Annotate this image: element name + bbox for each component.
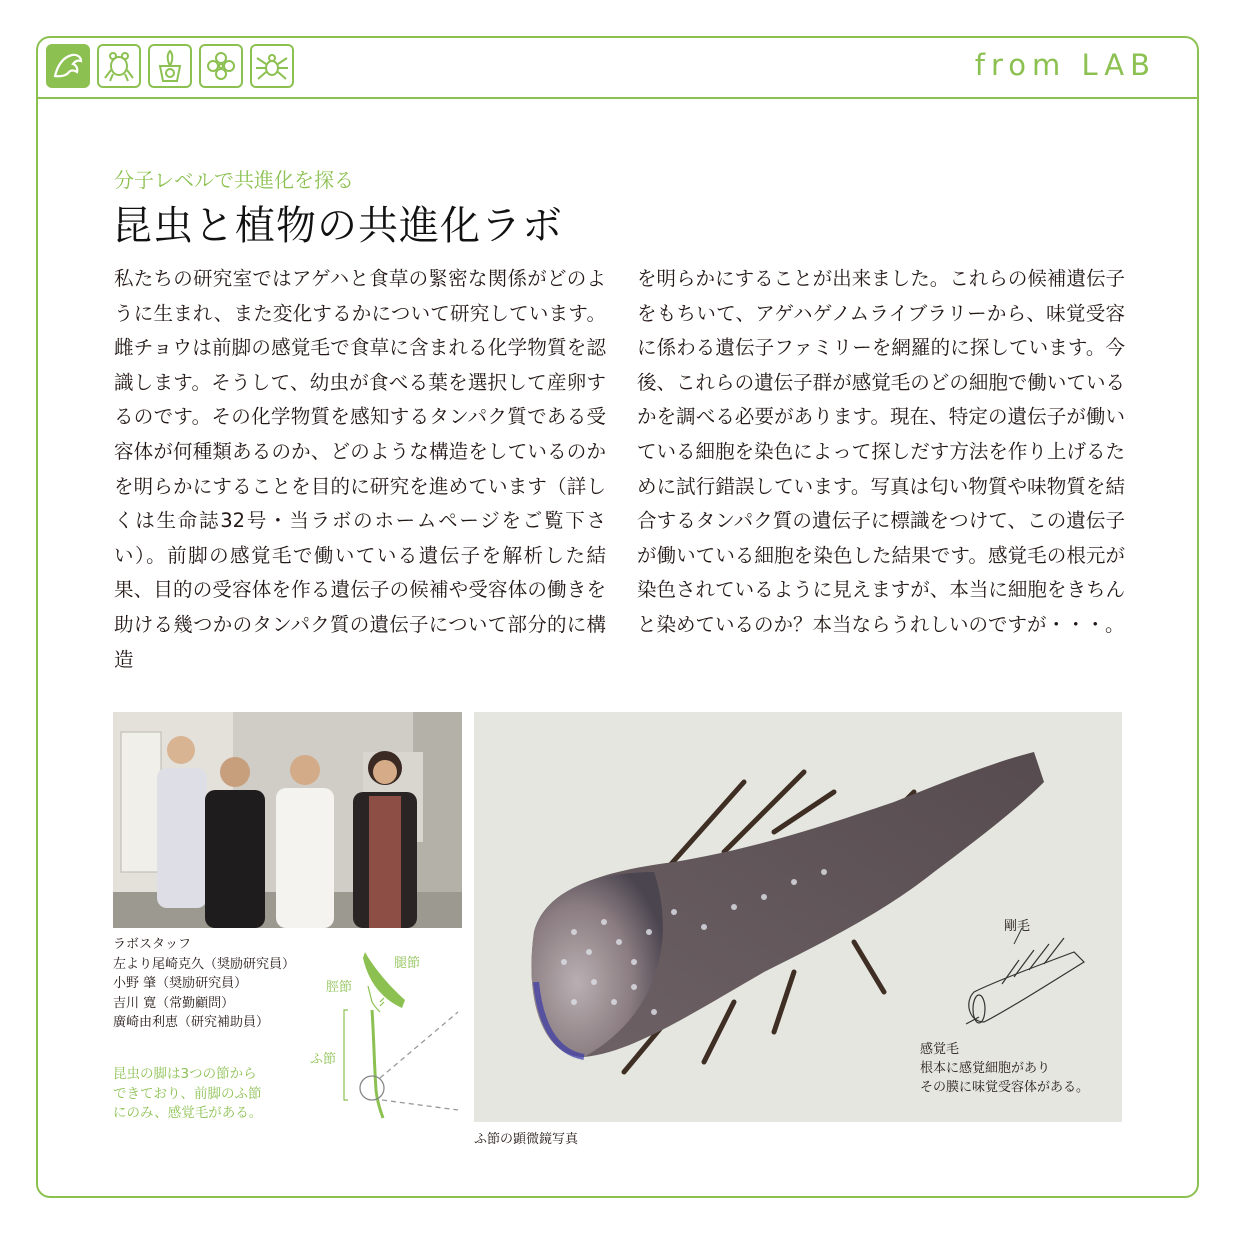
header-divider [36, 97, 1199, 99]
staff-caption-member: 吉川 寛（常勤顧問） [113, 995, 235, 1011]
staff-caption-heading: ラボスタッフ [113, 937, 192, 952]
plant-pot-icon [148, 44, 192, 88]
section-label: from LAB [974, 48, 1156, 82]
sensillum-label-line: その膜に味覚受容体がある。 [920, 1080, 1090, 1095]
mammal-icon [46, 44, 90, 88]
micrograph-caption: ふ節の顕微鏡写真 [474, 1132, 579, 1147]
staff-caption [113, 935, 295, 1033]
insect-leg-diagram [310, 940, 470, 1130]
femur-label: 腿節 [394, 956, 421, 971]
leg-note-line: できており、前脚のふ節 [113, 1085, 262, 1102]
spider-icon [250, 44, 294, 88]
flower-icon [199, 44, 243, 88]
leg-note-line: 昆虫の脚は3つの節から [113, 1066, 257, 1082]
article-title: 昆虫と植物の共進化ラボ [112, 203, 563, 249]
bristle-label: 剛毛 [1004, 919, 1031, 934]
tarsus-label: ふ節 [310, 1052, 337, 1067]
tibia-label: 脛節 [326, 980, 353, 995]
staff-caption-member: 小野 肇（奨励研究員） [113, 976, 248, 991]
lab-staff-photo [113, 712, 462, 928]
sensillum-label-title: 感覚毛 [920, 1042, 960, 1057]
body-text-right-column: を明らかにすることが出来ました。これらの候補遺伝子をもちいて、アゲハゲノムライブラリーから、味覚受容に係わる遺伝子ファミリーを網羅的に探しています。今後、これらの遺伝子群が感覚毛のどの細胞で働いているかを調べる必要があります。現在、特定の遺伝子が働いている細胞を染色によって探しだす方法を作り上げるために試行錯誤しています。写真は匂い物質や味物質を結合するタンパク質の遺伝子に標識をつけて、この遺伝子が働いている細胞を染色した結果です。感覚毛の根元が染色されているように見えますが、本当に細胞をきちんと染めているのか？本当ならうれしいのですが・・・。 [637, 267, 1125, 636]
body-text-left-column: 私たちの研究室ではアゲハと食草の緊密な関係がどのように生まれ、また変化するかについて研究しています。雌チョウは前脚の感覚毛で食草に含まれる化学物質を認識します。そうして、幼虫が食べる葉を選択して産卵するのです。その化学物質を感知するタンパク質である受容体が何種類あるのか、どのような構造をしているのかを明らかにすることを目的に研究を進めています（詳しくは生命誌32号・当ラボのホームページをご覧下さい）。前脚の感覚毛で働いている遺伝子を解析した結果、目的の受容体を作る遺伝子の候補や受容体の働きを助ける幾つかのタンパク質の遺伝子について部分的に構造 [114, 267, 606, 671]
sensillum-label [920, 1040, 1089, 1097]
tarsus-micrograph [474, 712, 1122, 1122]
leg-note-line: にのみ、感覚毛がある。 [113, 1105, 263, 1121]
category-icon-row [46, 44, 294, 88]
article-subtitle: 分子レベルで共進化を探る [114, 168, 354, 192]
staff-caption-member: 廣崎由利恵（研究補助員） [113, 1015, 270, 1030]
leg-note [113, 1065, 262, 1124]
staff-caption-member: 左より尾崎克久（奨励研究員） [113, 956, 296, 972]
frog-icon [97, 44, 141, 88]
sensillum-label-line: 根本に感覚細胞があり [920, 1061, 1051, 1076]
